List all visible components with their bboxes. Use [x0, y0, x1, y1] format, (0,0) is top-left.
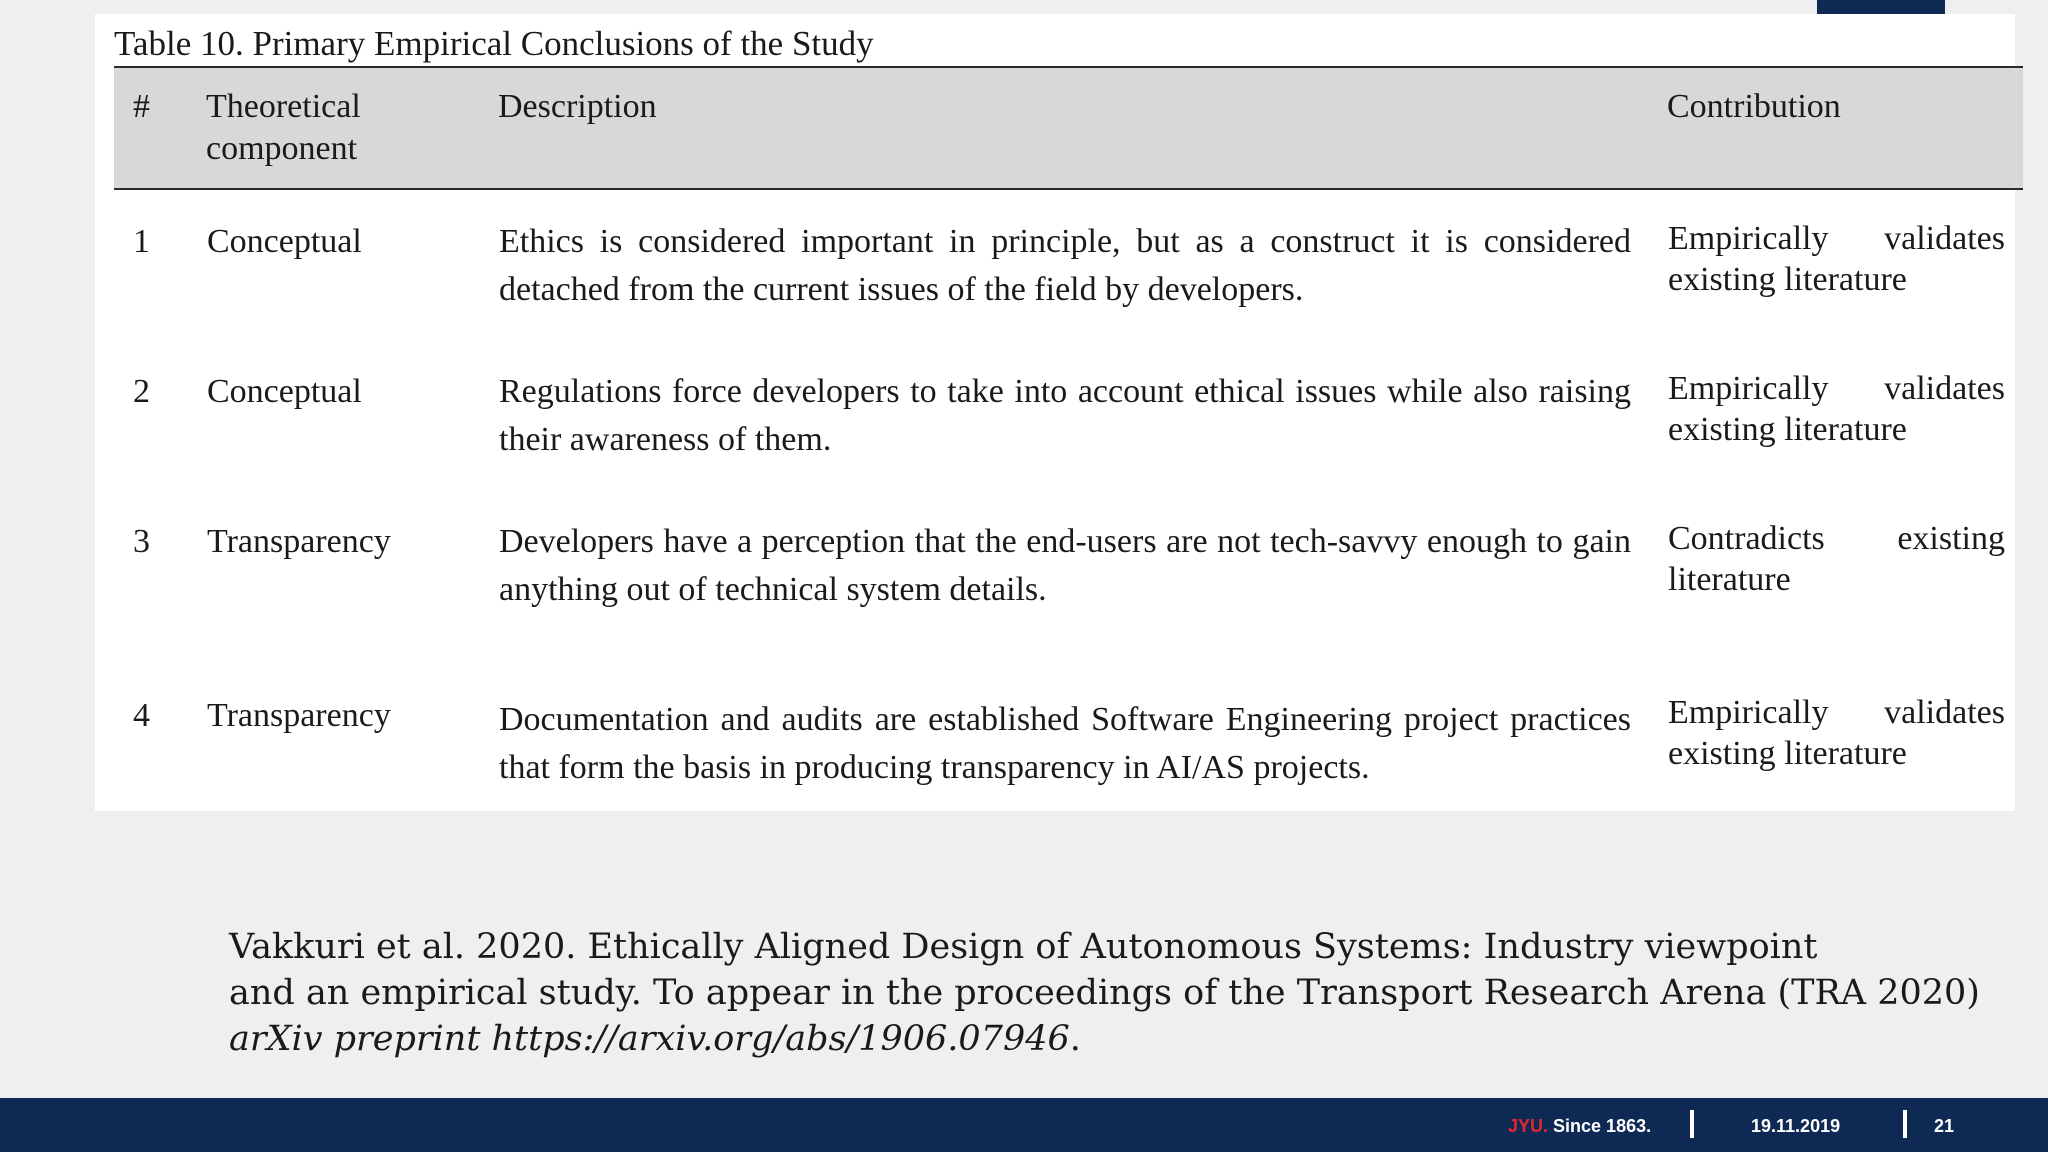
citation-line-2: and an empirical study. To appear in the proceedings of the Transport Research Arena (TRA 2020) [229, 973, 1980, 1013]
row-component: Conceptual [207, 223, 362, 260]
header-theoretical-component [206, 67, 498, 189]
header-component-line2: component [206, 130, 358, 167]
row-number: 1 [133, 223, 150, 260]
conclusions-table-wrapper [114, 66, 2005, 802]
header-contribution: Contribution [1667, 67, 2023, 189]
citation-line-3 [229, 1016, 2009, 1062]
row-contribution: Empirically validates existing literature [1668, 220, 2005, 298]
row-description: Ethics is considered important in principle, but as a construct it is considered detached from the current issues of the field by developers. [499, 223, 1631, 308]
row-contribution: Contradicts existing literature [1668, 520, 2005, 598]
header-number: # [114, 67, 206, 189]
table-image-panel [95, 14, 2015, 811]
header-description: Description [498, 67, 1667, 189]
citation-line-3-end: . [1069, 1019, 1081, 1059]
table-row [114, 490, 2023, 674]
footer-date: 19.11.2019 [1751, 1116, 1841, 1136]
table-row [114, 189, 2023, 342]
top-accent-bar [1817, 0, 1945, 14]
table-row [114, 674, 2023, 802]
footer-page-number: 21 [1934, 1116, 1955, 1136]
row-number: 2 [133, 373, 150, 410]
table-row [114, 342, 2023, 490]
citation [229, 924, 2009, 1062]
table-header-row [114, 67, 2023, 189]
table-header [114, 67, 2023, 189]
header-component-line1: Theoretical [206, 88, 361, 125]
citation-arxiv-link[interactable]: arXiv preprint https://arxiv.org/abs/1906.07946 [229, 1019, 1070, 1059]
footer-brand-jyu: JYU. [1508, 1116, 1549, 1136]
row-description: Developers have a perception that the end-users are not tech-savvy enough to gain anything out of technical system details. [499, 523, 1631, 608]
citation-line-1: Vakkuri et al. 2020. Ethically Aligned Design of Autonomous Systems: Industry viewpoint [229, 927, 1818, 967]
row-component: Conceptual [207, 373, 362, 410]
footer-brand [1508, 1116, 1651, 1137]
row-contribution: Empirically validates existing literature [1668, 370, 2005, 448]
row-description: Regulations force developers to take into account ethical issues while also raising their awareness of them. [499, 373, 1631, 458]
conclusions-table [114, 66, 2023, 802]
footer-separator [1690, 1110, 1694, 1138]
row-contribution: Empirically validates existing literature [1668, 694, 2005, 772]
footer-separator [1903, 1110, 1907, 1138]
row-description: Documentation and audits are established Software Engineering project practices that form the basis in producing transparency in AI/AS projects. [499, 701, 1631, 786]
table-caption: Table 10. Primary Empirical Conclusions of the Study [114, 24, 874, 63]
table-body [114, 189, 2023, 802]
row-component: Transparency [207, 697, 391, 734]
footer-brand-since: Since 1863. [1548, 1116, 1652, 1136]
footer-bar [0, 1098, 2048, 1152]
row-number: 3 [133, 523, 150, 560]
row-number: 4 [133, 697, 150, 734]
row-component: Transparency [207, 523, 391, 560]
